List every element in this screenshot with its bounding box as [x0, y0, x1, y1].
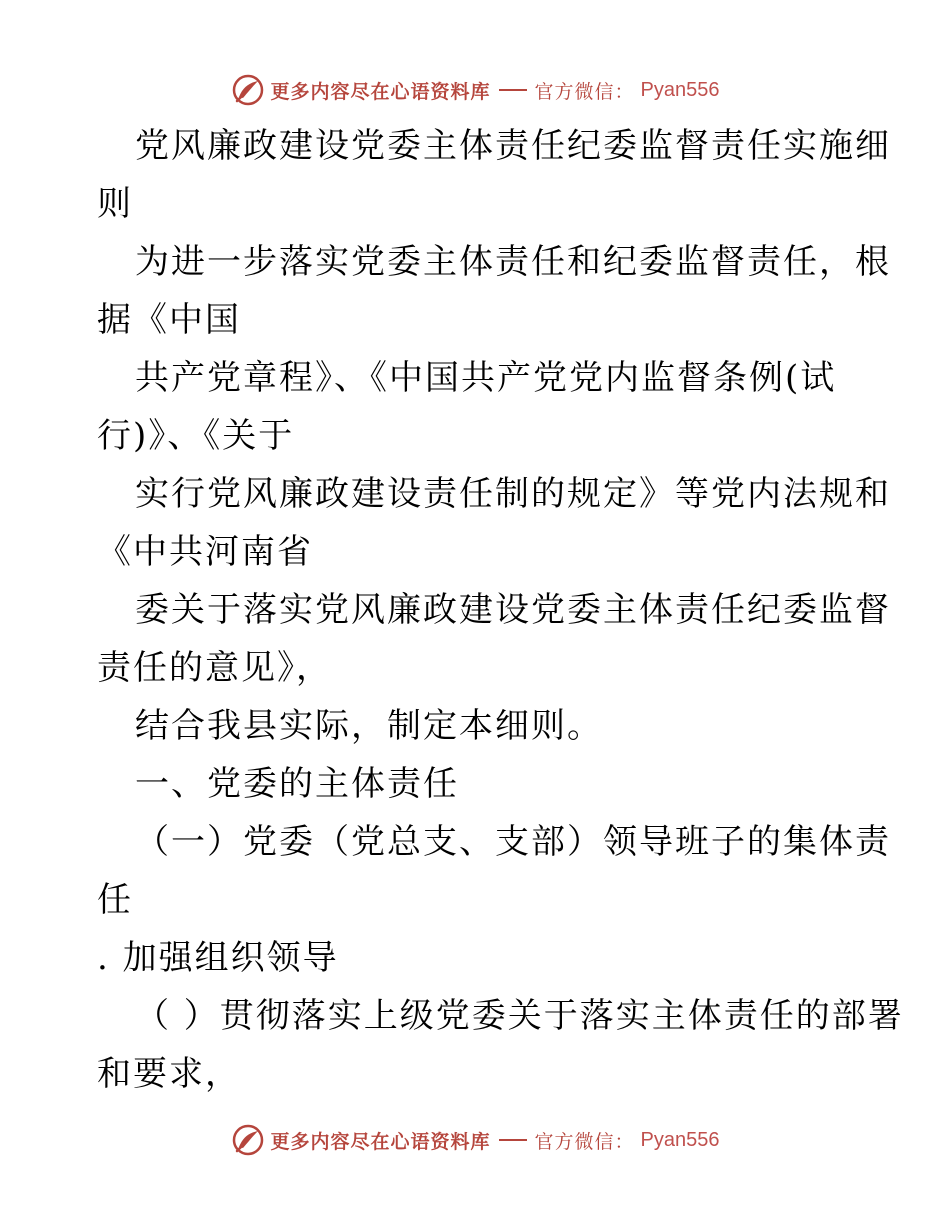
line-continuation: 据《中国: [97, 300, 241, 340]
line-text: 实行党风廉政建设责任制的规定》等党内法规和: [135, 474, 891, 514]
line-text: （一）党委（党总支、支部）领导班子的集体责: [135, 822, 891, 862]
line-text: （ ）贯彻落实上级党委关于落实主体责任的部署: [135, 996, 904, 1036]
footer-watermark: [0, 1120, 950, 1160]
line-text: 共产党章程》、《中国共产党党内监督条例(试: [135, 358, 837, 398]
document-body: [97, 117, 904, 1103]
watermark-official-label: 官方微信：: [534, 80, 635, 103]
watermark-wechat-id: Pyan556: [640, 78, 720, 101]
paragraph-4: [97, 581, 891, 697]
watermark-text: 更多内容尽在心语资料库: [270, 1130, 491, 1153]
line-continuation: 《中共河南省: [97, 532, 313, 572]
section-heading-1: [97, 755, 857, 813]
watermark-dash: [499, 89, 527, 91]
line-continuation: 责任的意见》，: [97, 648, 332, 688]
line-text: 结合我县实际，制定本细则。: [135, 706, 603, 746]
watermark-wechat-id: Pyan556: [640, 1128, 720, 1151]
watermark-text: 更多内容尽在心语资料库: [270, 80, 491, 103]
line-text: 党风廉政建设党委主体责任纪委监督责任实施细: [135, 126, 891, 166]
doc-title: [97, 117, 891, 233]
header-watermark: [0, 70, 950, 110]
line-text: 一、党委的主体责任: [135, 764, 459, 804]
watermark-dash: [499, 1139, 527, 1141]
line-continuation: 任: [97, 880, 133, 920]
line-continuation: 则: [97, 184, 133, 224]
paragraph-2: [97, 349, 857, 465]
watermark-official-label: 官方微信：: [534, 1130, 635, 1153]
pen-logo-icon: [231, 73, 265, 107]
subsection-heading-1: [97, 813, 891, 929]
line-continuation: 行)》、《关于: [97, 416, 295, 456]
paragraph-6: [97, 987, 904, 1103]
paragraph-3: [97, 465, 891, 581]
item-heading-1: [97, 929, 857, 987]
pen-logo-icon: [231, 1123, 265, 1157]
line-text: 为进一步落实党委主体责任和纪委监督责任，根: [135, 242, 891, 282]
paragraph-1: [97, 233, 891, 349]
line-text: 委关于落实党风廉政建设党委主体责任纪委监督: [135, 590, 891, 630]
line-continuation: 和要求，: [97, 1054, 241, 1094]
line-text: . 加强组织领导: [97, 938, 339, 978]
paragraph-5: [97, 697, 857, 755]
